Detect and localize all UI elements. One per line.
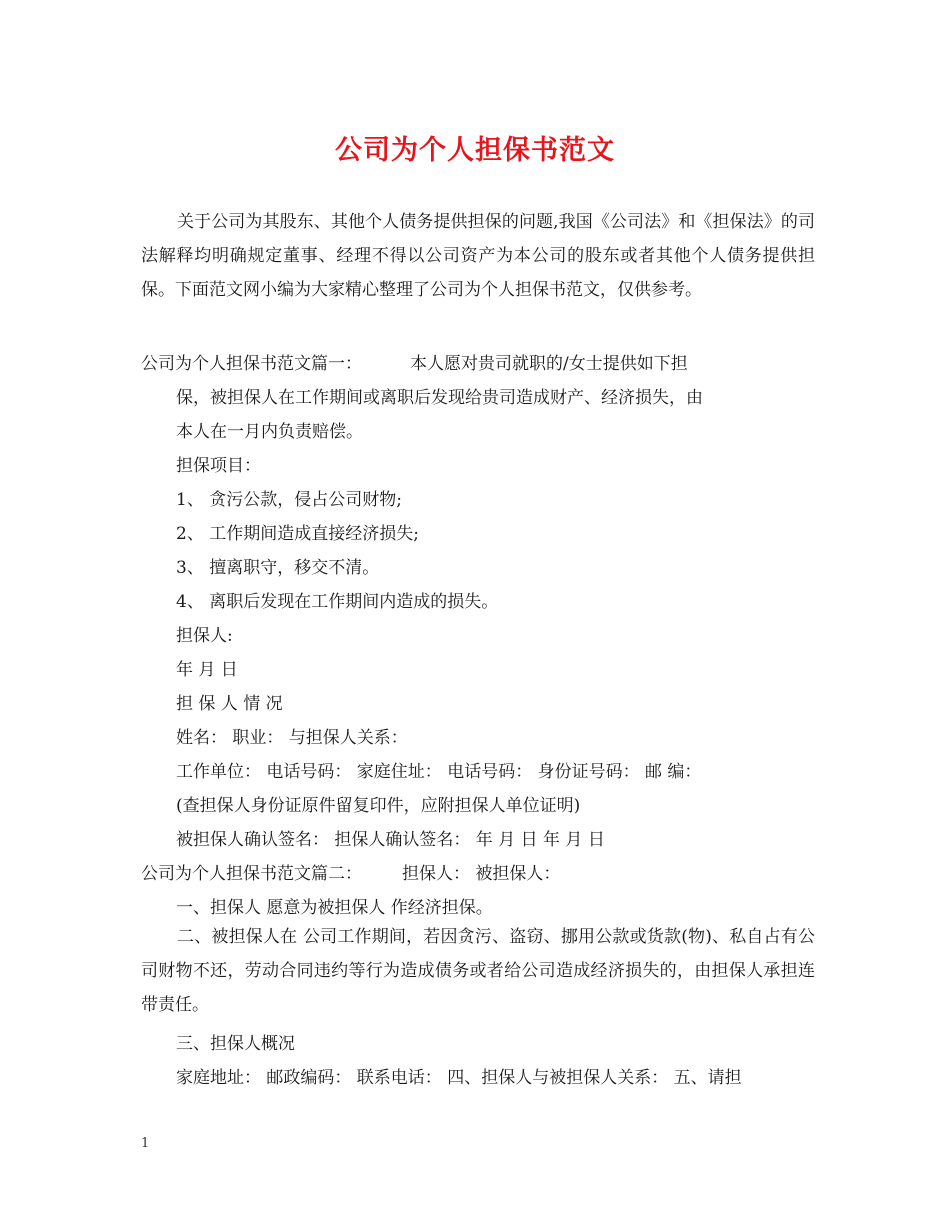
list-item: 4、 离职后发现在工作期间内造成的损失。 <box>176 592 499 612</box>
section2-heading: 公司为个人担保书范文篇二： <box>141 864 362 884</box>
info-fields-line1: 姓名： 职业： 与担保人关系： <box>176 728 408 748</box>
section2-clause3: 三、担保人概况 <box>176 1034 295 1054</box>
id-copy-note: (查担保人身份证原件留复印件，应附担保人单位证明) <box>176 796 581 816</box>
section2-heading-line <box>141 863 560 885</box>
intro-paragraph: 关于公司为其股东、其他个人债务提供担保的问题,我国《公司法》和《担保法》的司法解释均明确规定董事、经理不得以公司资产为本公司的股东或者其他个人债务提供担保。下面范文网小编为大家精心整理了公司为个人担保书范文，仅供参考。 <box>141 212 815 300</box>
section2-clause4: 家庭地址： 邮政编码： 联系电话： 四、担保人与被担保人关系： 五、请担 <box>176 1068 742 1088</box>
document-title: 公司为个人担保书范文 <box>335 135 615 166</box>
list-item: 2、 工作期间造成直接经济损失; <box>176 524 419 544</box>
section1-line2: 保，被担保人在工作期间或离职后发现给贵司造成财产、经济损失，由 <box>176 388 703 408</box>
section1-first-text: 本人愿对贵司就职的/女士提供如下担 <box>410 354 688 374</box>
section2-first-text: 担保人： 被担保人： <box>402 864 561 884</box>
section2-clause1: 一、担保人 愿意为被担保人 作经济担保。 <box>176 898 493 918</box>
list-item: 1、 贪污公款，侵占公司财物; <box>176 490 402 510</box>
signatures-line: 被担保人确认签名： 担保人确认签名： 年 月 日 年 月 日 <box>176 830 605 850</box>
section1-line3: 本人在一月内负责赔偿。 <box>176 422 363 442</box>
page-number: 1 <box>141 1136 150 1151</box>
date-label: 年 月 日 <box>176 660 238 680</box>
guarantor-label: 担保人: <box>176 626 233 646</box>
items-heading: 担保项目： <box>176 456 261 476</box>
section2-clause2: 二、被担保人在 公司工作期间，若因贪污、盗窃、挪用公款或货款(物)、私自占有公司财物不还，劳动合同违约等行为造成债务或者给公司造成经济损失的，由担保人承担连带责任。 <box>141 927 815 1015</box>
section1-heading: 公司为个人担保书范文篇一： <box>141 354 362 374</box>
info-fields-line2: 工作单位： 电话号码： 家庭住址： 电话号码： 身份证号码： 邮 编： <box>176 762 702 782</box>
section1-heading-line <box>141 353 688 375</box>
list-item: 3、 擅离职守，移交不清。 <box>176 558 380 578</box>
guarantor-info-heading: 担 保 人 情 况 <box>176 694 283 714</box>
